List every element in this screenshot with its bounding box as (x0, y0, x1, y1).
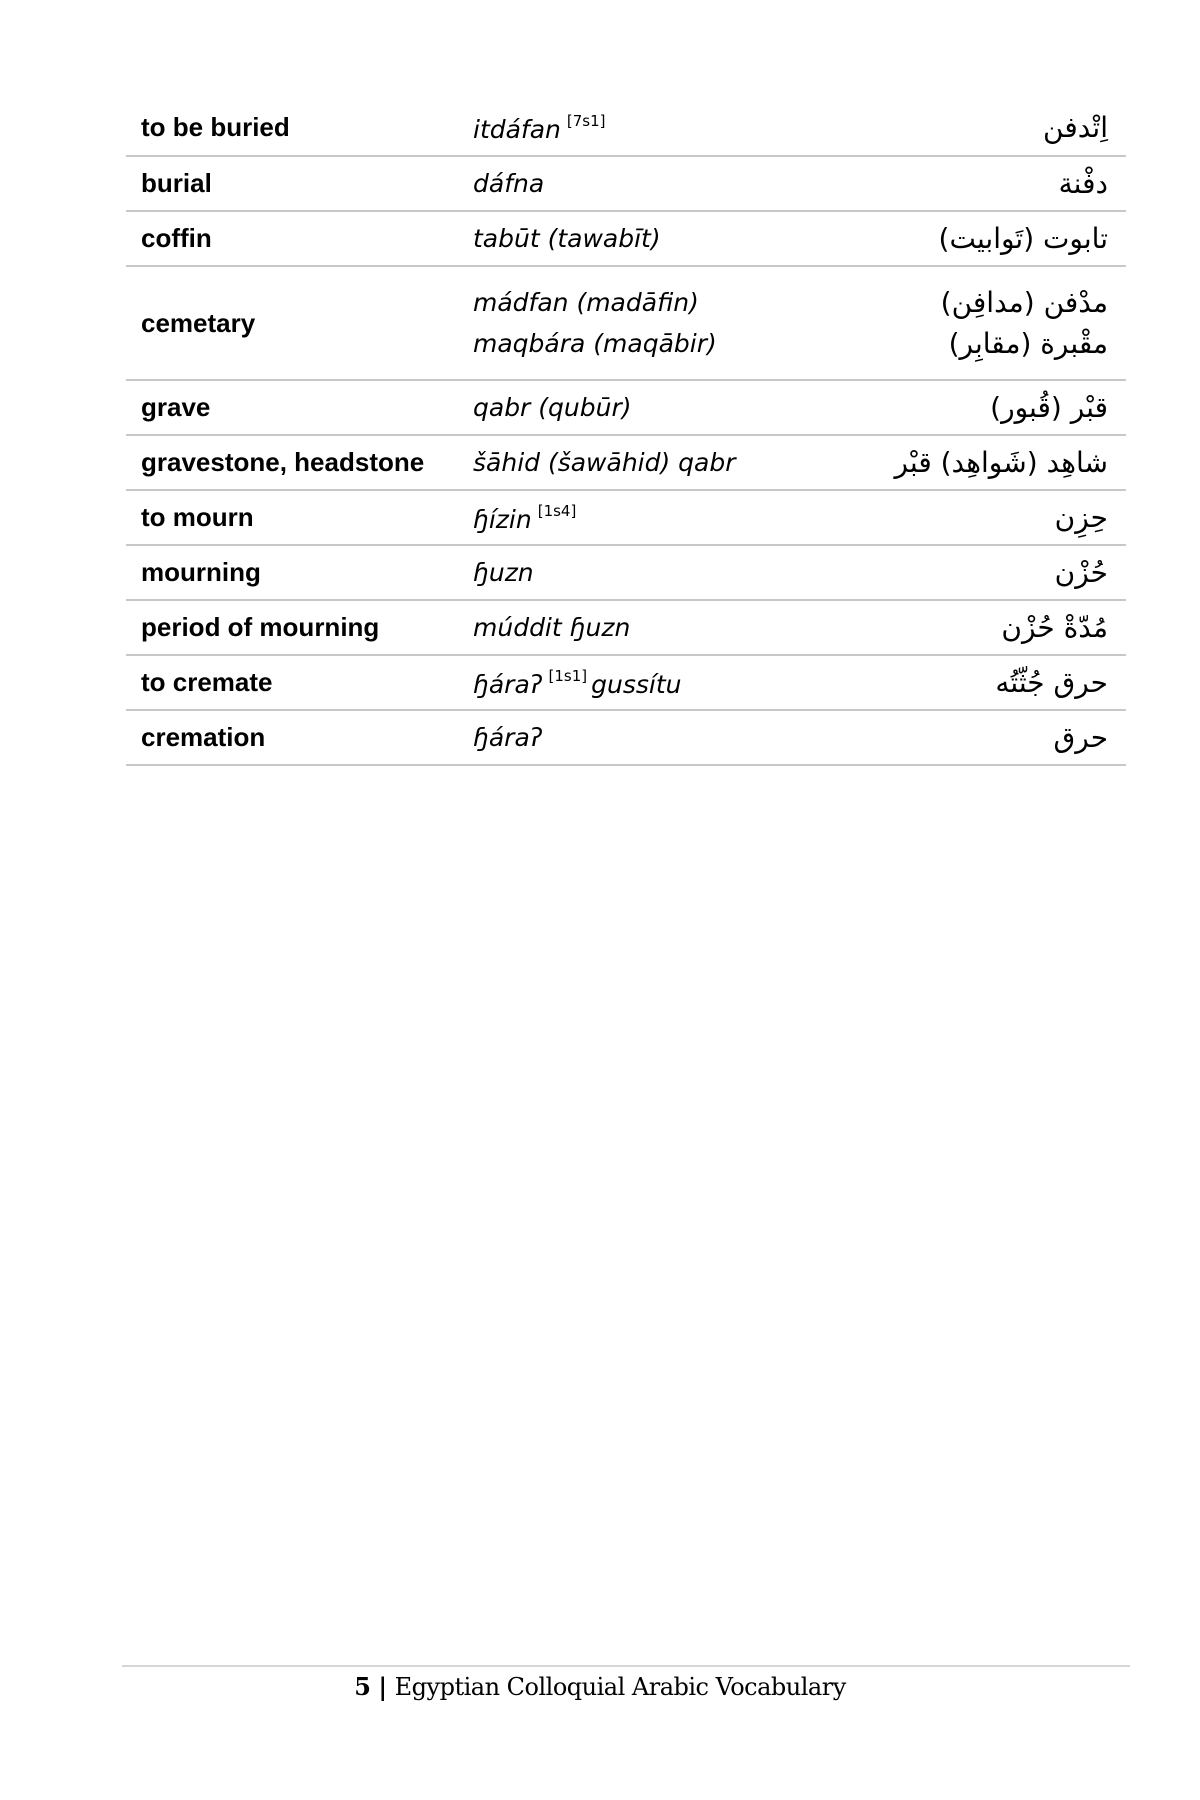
transliteration (473, 224, 893, 253)
arabic-term (893, 111, 1126, 144)
translit-text: múddit ɧuzn (473, 613, 631, 642)
transliteration (473, 112, 893, 144)
english-term: period of mourning (141, 612, 380, 642)
english-term: to mourn (141, 502, 254, 532)
arabic-text: قبْر (قُبور) (990, 391, 1108, 424)
table-row (126, 546, 1126, 601)
arabic-text: مقْبرة (مقابِر) (948, 327, 1108, 360)
table-row (126, 381, 1126, 436)
transliteration (473, 723, 893, 752)
arabic-text: حرق (1053, 721, 1108, 754)
transliteration (473, 667, 893, 699)
vocabulary-table (126, 100, 1126, 766)
table-row (126, 711, 1126, 766)
translit-text: mádfan (madāfin) (473, 288, 699, 317)
arabic-term (893, 222, 1126, 255)
table-row (126, 100, 1126, 157)
english-term: cemetary (141, 307, 256, 338)
arabic-text: دفْنة (1058, 167, 1108, 200)
arabic-text: حرق جُثّتُه (995, 666, 1108, 699)
transliteration (473, 393, 893, 422)
transliteration (473, 288, 893, 358)
translit-text: maqbára (maqābir) (473, 329, 717, 358)
arabic-term (893, 611, 1126, 644)
arabic-text: مُدّةْ حُزْن (1001, 611, 1108, 644)
arabic-text: شاهِد (شَواهِد) قبْر (894, 446, 1108, 479)
page-footer (0, 1672, 1200, 1701)
english-term: cremation (141, 722, 266, 752)
book-title: Egyptian Colloquial Arabic Vocabulary (394, 1673, 846, 1701)
arabic-term (893, 721, 1126, 754)
arabic-term (893, 286, 1126, 360)
footer-divider (122, 1665, 1130, 1667)
english-term: to cremate (141, 667, 273, 697)
transliteration (473, 502, 893, 534)
arabic-term (893, 501, 1126, 534)
arabic-text: حُزْن (1054, 556, 1108, 589)
transliteration (473, 558, 893, 587)
arabic-term (893, 666, 1126, 699)
english-term: coffin (141, 223, 212, 253)
translit-text: šāhid (šawāhid) qabr (473, 448, 736, 477)
transliteration (473, 448, 893, 477)
english-term: burial (141, 168, 212, 198)
arabic-term (893, 391, 1126, 424)
verb-pattern-ref: [1s1] (548, 666, 588, 685)
arabic-text: تابوت (تَوابيت) (938, 222, 1108, 255)
table-row (126, 267, 1126, 381)
translit-text: itdáfan (473, 114, 561, 144)
table-row (126, 601, 1126, 656)
verb-pattern-ref: [7s1] (566, 111, 606, 130)
table-row (126, 436, 1126, 491)
page-number: 5 (354, 1672, 371, 1701)
transliteration (473, 613, 893, 642)
arabic-term (893, 446, 1126, 479)
translit-text: ɧuzn (473, 558, 534, 587)
arabic-term (893, 167, 1126, 200)
arabic-text: اِتْدفن (1043, 111, 1108, 144)
transliteration (473, 169, 893, 198)
arabic-term (893, 556, 1126, 589)
translit-text: qabr (qubūr) (473, 393, 632, 422)
translit-text: dáfna (473, 169, 545, 198)
arabic-text: مدْفن (مدافِن) (940, 286, 1108, 319)
translit-text: gussítu (591, 669, 682, 699)
verb-pattern-ref: [1s4] (537, 501, 577, 520)
english-term: grave (141, 392, 211, 422)
table-row (126, 491, 1126, 546)
english-term: gravestone, headstone (141, 447, 425, 477)
english-term: to be buried (141, 112, 290, 142)
table-row (126, 656, 1126, 711)
translit-text: ɧáraʔ (473, 669, 543, 699)
translit-text: tabūt (tawabīt) (473, 224, 661, 253)
table-row (126, 212, 1126, 267)
translit-text: ɧáraʔ (473, 723, 543, 752)
table-row (126, 157, 1126, 212)
footer-separator: | (378, 1672, 387, 1701)
arabic-text: حِزِن (1054, 501, 1108, 534)
translit-text: ɧízin (473, 504, 532, 534)
english-term: mourning (141, 557, 261, 587)
